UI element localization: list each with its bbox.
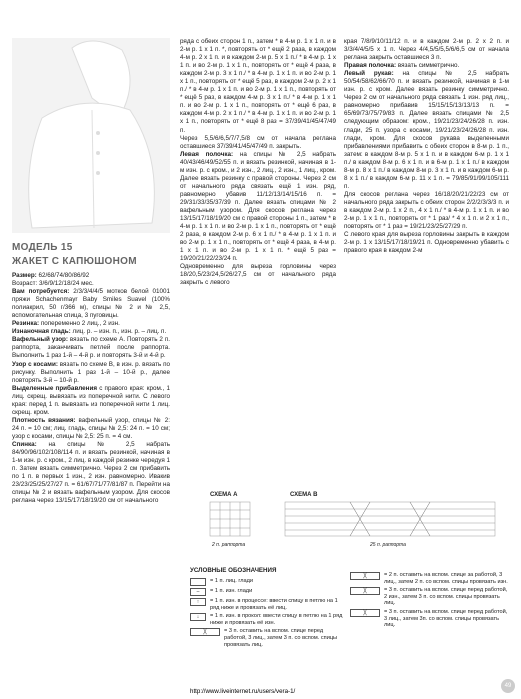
paragraph xyxy=(12,336,170,360)
page-number: 49 xyxy=(501,679,515,693)
paragraph-text: Через 5,5/6/6,5/7/7,5/8 см от начала реглана оставшиеся 37/39/41/45/47/49 п. закрыть. xyxy=(180,134,336,150)
scheme-a-rapport: 2 п. раппорта xyxy=(212,542,246,548)
legend-item: ╳ = 3 п. оставить на вспом. спице перед работой, 3 лиц., затем 3 п. со вспом. спицы провязать лиц. xyxy=(190,628,345,648)
paragraph-heading: Плотность вязания: xyxy=(12,416,76,424)
paragraph-heading: Вафельный узор: xyxy=(12,336,68,344)
paragraph-text: края 7/8/9/10/11/12 п. и в каждом 2-м р. 2 х 2 п. и 3/3/4/4/5/5 х 1 п. Через 4/4,5/5/5,5/6/6,5 см от начала реглана закрыть оставшиеся 3 п. xyxy=(344,38,509,62)
symbol-icon xyxy=(190,578,206,586)
paragraph-heading: Левая полочка: xyxy=(180,150,234,158)
paragraph-heading: Спинка: xyxy=(12,440,37,448)
column-3 xyxy=(344,38,509,486)
symbol-icon: ↓ xyxy=(190,613,206,621)
symbol-icon: ╳ xyxy=(350,609,380,617)
scheme-a-label: СХЕМА А xyxy=(210,492,238,498)
legend-item: – = 1 п. изн. глади xyxy=(190,588,345,596)
schemes xyxy=(190,492,510,564)
paragraph-heading: Левый рукав: xyxy=(344,70,394,78)
paragraph-text: 2/3/3/4/4/5 мотков белой 01001 пряжи Schachenmayr Baby Smiles Suavel (100% полиакрил, 50 г/366 м), спицы № 2 и № 2,5, вспомогательная спица, 3 пуговицы. xyxy=(12,288,170,320)
paragraph-text: 62/68/74/80/86/92 xyxy=(36,272,90,279)
paragraph-heading: Вам потребуется: xyxy=(12,288,70,296)
paragraph-text: Возраст: 3/6/9/12/18/24 мес. xyxy=(12,280,94,288)
legend-title: УСЛОВНЫЕ ОБОЗНАЧЕНИЯ xyxy=(190,567,277,574)
paragraph xyxy=(344,62,509,70)
column-1 xyxy=(12,242,170,688)
paragraph-text: с правого края: кром., 1 лиц. скрещ. вывязать из поперечной нити. С левого края: перед 1 п. вывязать из поперечной нити 1 лиц. скрещ. кром. xyxy=(12,384,170,416)
footer-url[interactable]: http://www.liveinternet.ru/users/vera-1/ xyxy=(190,688,296,695)
paragraph-text: Для скосов реглана через 16/18/20/21/22/23 см от начального ряда закрыть с обеих сторон 2/2/2/3/3/3 п. и в каждом 2-м р. 1 х 2 п., 4 х 1 п./ * в 4-м р. 1 х 1 п. и во 2-м р. 1 х 1 п., повторять от * 1 раз/ * 4 х 1 п. и 2 х 1 п., повторять от * 1 раз = 19/21/23/25/27/29 п. xyxy=(344,190,509,231)
paragraph xyxy=(180,151,336,264)
paragraph-text: на спицы № 2,5 набрать 40/43/46/49/52/55 п. и вязать резинкой, начиная в 1-м изн. р. с кром., и 2 изн., 2 лиц., 2 изн., 1 лиц., кром. Далее вязать резинку с правой стороны. Через 2 см от начального ряда связать ещё 1 изн. ряд, равномерно убавив 11/12/13/14/15/16 п. = 29/31/33/35/37/39 п. Далее вязать спицами № 2 вафельным узором. Для скосов реглана через 13/15/17/18/19/20 см с правой стороны 1 п., затем * в 4-м р. 1 х 1 п. и во 2-м р. 1 х 1 п., повторять от * ещё 2 раза, в каждом 2-м р. 6 х 1 п./ * в 4-м р. 1 х 1 п. и во 2-м р. 1 х 1 п., повторять от * ещё 4 раза, в 4-м р. 1 х 1 п. и во 2-м р. 1 х 1 п. * ещё 5 раз = 19/20/21/22/23/24 п. xyxy=(180,150,336,263)
paragraph xyxy=(344,191,509,231)
paragraph xyxy=(12,361,170,385)
model-title: ЖАКЕТ С КАПЮШОНОМ xyxy=(12,256,137,267)
legend-item: = 1 п. лиц. глади xyxy=(190,578,345,586)
paragraph-heading: Размер: xyxy=(12,272,37,279)
paragraph-text: лиц. р. – изн. п., изн. р. – лиц. п. xyxy=(70,328,167,336)
paragraph-text: вязать симметрично. xyxy=(396,62,460,70)
paragraph xyxy=(344,231,509,255)
paragraph-text: ряда с обеих сторон 1 п., затем * в 4-м р. 1 х 1 п. и в 2-м р. 1 х 1 п. *, повторять от * ещё 2 раза, в каждом 4-м р. 2 х 1 п. и в каждом 2-м р. 5 х 1 п./ * в 4-м р. 1 х 1 п. и во 2-м р. 1 х 1 п., повторять от * ещё 4 раза, в каждом 2-м р. 3 х 1 п./ * в 4-м р. 1 х 1 п. и во 2-м р. 1 х 1 п., повторять от * ещё 5 раз, в каждом 2-м р. 2 х 1 п./ * в 4-м р. 1 х 1 п. и во 2-м р. 1 х 1 п., повторять от * ещё 5 раз, в каждом 4-м р. 3 х 1 п./ * в 4-м р. 1 х 1 п. и во 2-м р. 1 х 1 п., повторять от * ещё 6 раз, в каждом 4-м р. 2 х 1 п./ * в 4-м р. 1 х 1 п. и во 2-м р. 1 х 1 п., повторять от * ещё 8 раз = 37/39/41/45/47/49 п. xyxy=(180,38,336,134)
paragraph xyxy=(12,417,170,441)
paragraph xyxy=(12,272,170,280)
paragraph-text: вязать по схеме А. Повторять 2 п. раппорта, заканчивать петлей после раппорта. Выполнить 1 раз 1-й – 4-й р. и повторять 3-й и 4-й р. xyxy=(12,336,170,360)
scheme-b-label: СХЕМА В xyxy=(290,492,318,498)
legend-item: ╳ = 3 п. оставить на вспом. спице перед работой, 2 изн., затем 3 п. со вспом. спицы провязать лиц. xyxy=(350,587,510,607)
paragraph-heading: Выделенные прибавления xyxy=(12,384,97,392)
symbol-icon: ↑ xyxy=(190,598,206,606)
jacket-photo xyxy=(12,38,170,233)
scheme-b-rapport: 25 п. раппорта xyxy=(370,542,406,548)
legend-item: ↓ = 1 п. изн. в прокол: ввести спицу в петлю на 1 ряд ниже и провязать её изн. xyxy=(190,613,345,626)
paragraph xyxy=(12,441,170,505)
paragraph xyxy=(344,70,509,191)
scheme-grid xyxy=(190,500,510,560)
paragraph xyxy=(180,135,336,151)
paragraph-text: на спицы № 2,5 набрать 84/90/96/102/108/114 п. и вязать резинкой, начиная в 1-м изн. р. с кром., 2 лиц. в каждой резинке чередуя 1 п. Затем вязать симметрично. Через 2 см прибавить по 1 п. в первых 1 изн., 2 изн. равномерно. Ивакив 23/23/25/25/27/27 п. = 61/67/71/77/81/87 п. Перейти на спицы № 2 и вязать вафельным узором. Для скосов реглана через 13/15/17/18/19/20 см от начального xyxy=(12,440,170,505)
paragraph xyxy=(12,320,170,328)
legend xyxy=(190,568,510,686)
paragraph-heading: Узор с косами: xyxy=(12,360,58,368)
paragraph-text: попеременно 2 лиц., 2 изн. xyxy=(39,320,120,328)
paragraph xyxy=(12,280,170,288)
symbol-icon: – xyxy=(190,588,206,596)
paragraph-text: Одновременно для выреза горловины через 18/20,5/23/24,5/26/27,5 см от начального ряда закрыть с левого xyxy=(180,263,336,287)
legend-item: ↑ = 1 п. изн. в процессе: ввести спицу в петлю на 1 ряд ниже и провязать её лиц. xyxy=(190,598,345,611)
paragraph-heading: Правая полочка: xyxy=(344,62,397,70)
symbol-icon: ╳ xyxy=(350,587,380,595)
legend-item: ╳ = 2 п. оставить на вспом. спице за работой, 3 лиц., затем 2 п. со вспом. спицы провязать изн. xyxy=(350,572,510,585)
paragraph-text: вафельный узор, спицы № 2: 24 п. = 10 см; лиц. гладь, спицы № 2,5: 24 п. = 10 см; узор с косами, спицы № 2,5: 25 п. = 4 см. xyxy=(12,416,170,440)
paragraph-text: С левого края для выреза горловины закрыть в каждом 2-м р. 1 х 13/15/17/18/19/21 п. Одновременно убавить с правого края в каждом 2-м xyxy=(344,231,509,255)
legend-item: ╳ = 3 п. оставить на вспом. спице перед работой, 3 лиц., затем 3п. со вспом. спицы провязать лиц. xyxy=(350,609,510,629)
paragraph-heading: Резинка: xyxy=(12,320,40,328)
model-number: МОДЕЛЬ 15 xyxy=(12,242,73,253)
paragraph xyxy=(180,38,336,135)
symbol-icon: ╳ xyxy=(350,572,380,580)
symbol-icon: ╳ xyxy=(190,628,220,636)
paragraph xyxy=(180,263,336,287)
paragraph-heading: Изнаночная гладь: xyxy=(12,328,71,336)
paragraph-text: вязать по схеме В, в изн. р. вязать по рисунку. Выполнить 1 раз 1-й – 10-й р., далее повторять 3-й – 10-й р. xyxy=(12,360,170,384)
column-2 xyxy=(180,38,336,486)
paragraph xyxy=(12,288,170,320)
paragraph xyxy=(12,385,170,417)
paragraph xyxy=(344,38,509,62)
paragraph-text: на спицы № 2,5 набрать 50/54/58/62/66/70 п. и вязать резинкой, начиная в 1-м изн. р. с кром. Далее вязать резинку симметрично. Через 2 см от начального ряда связать 1 изн. ряд лиц., равномерно прибавив 15/15/15/13/13/13 п. = 65/69/73/75/79/83 п. Далее вязать спицами № 2,5 следующим образом: кром., 19/21/23/24/26/28 п. изн. глади, 25 п. узора с косами, 19/21/23/24/26/28 п. изн. глади, кром. Для скосов рукава выделенными прибавлениями прибавить с обеих сторон в 8-м р. 1 п., затем: в каждом 8-м р. 5 х 1 п. и в каждом 6-м р. 1 х 1 п./ в каждом 8-м р. 6 х 1 п. и в 6-м р. 1 х 1 п./ в каждом 8-м р. 8 х 1 п./ в каждом 8-м р. 3 х 1 п. и в каждом 6-м р. 8 х 1 п./ в каждом 6-м р. 11 х 1 п. = 79/85/91/99/105/111 п. xyxy=(344,70,509,190)
